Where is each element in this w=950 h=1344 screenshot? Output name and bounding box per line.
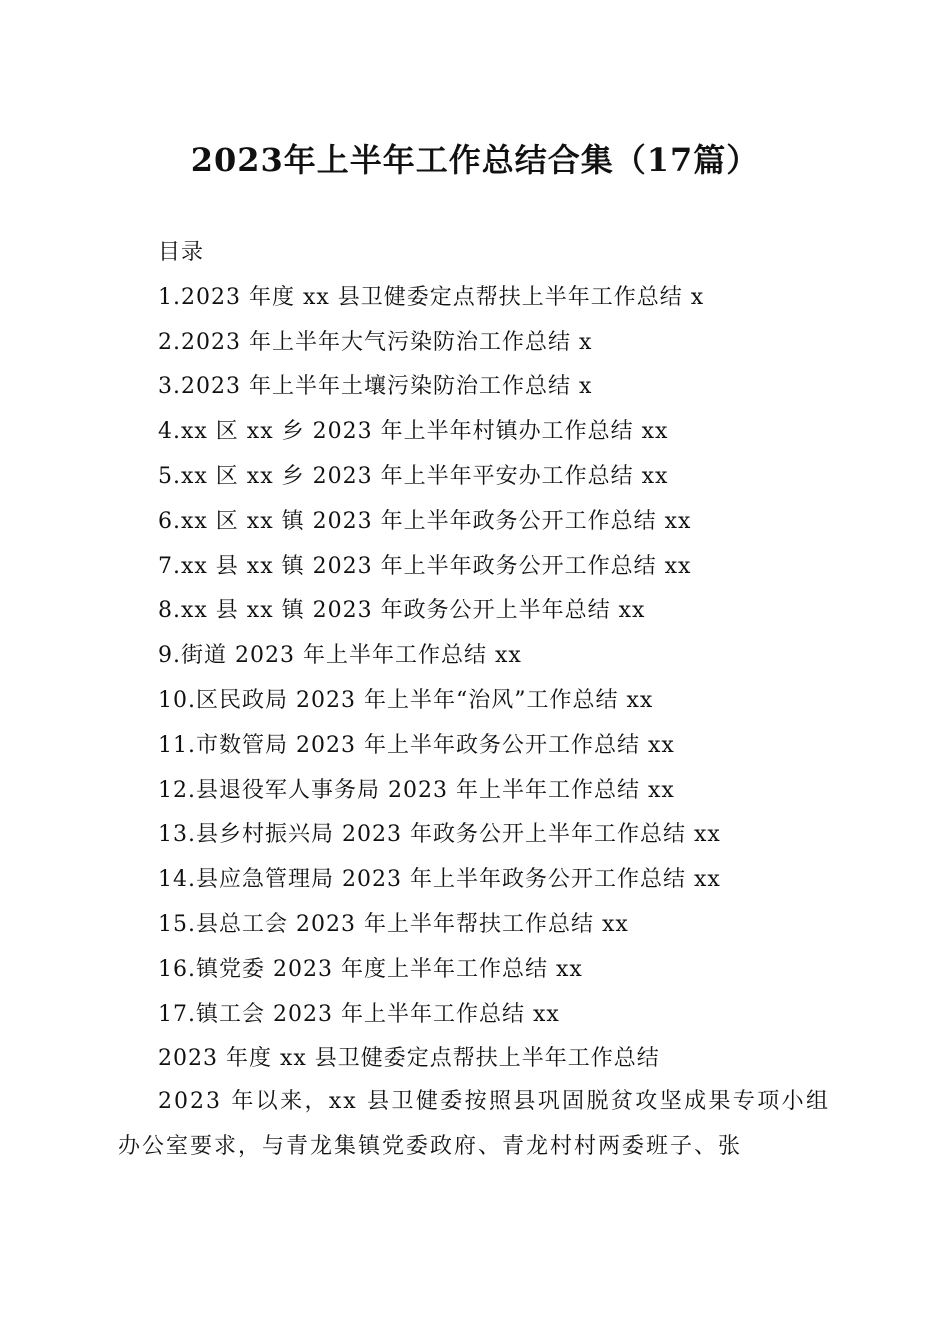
toc-heading: 目录 (158, 240, 205, 265)
toc-item: 12.县退役军人事务局 2023 年上半年工作总结 xx (158, 777, 675, 803)
toc-item: 13.县乡村振兴局 2023 年政务公开上半年工作总结 xx (158, 822, 721, 848)
toc-item: 10.区民政局 2023 年上半年“治风”工作总结 xx (158, 687, 654, 713)
table-of-contents (158, 231, 858, 1082)
toc-item: 16.镇党委 2023 年度上半年工作总结 xx (158, 956, 583, 982)
toc-item: 9.街道 2023 年上半年工作总结 xx (158, 643, 522, 669)
toc-item: 11.市数管局 2023 年上半年政务公开工作总结 xx (158, 732, 675, 758)
toc-item: 5.xx 区 xx 乡 2023 年上半年平安办工作总结 xx (158, 463, 669, 489)
toc-item: 8.xx 县 xx 镇 2023 年政务公开上半年总结 xx (158, 598, 646, 624)
section-heading: 2023 年度 xx 县卫健委定点帮扶上半年工作总结 (158, 1046, 660, 1072)
document-title: 2023年上半年工作总结合集（17篇） (190, 141, 760, 179)
toc-item: 6.xx 区 xx 镇 2023 年上半年政务公开工作总结 xx (158, 508, 692, 534)
toc-item: 1.2023 年度 xx 县卫健委定点帮扶上半年工作总结 x (158, 284, 705, 310)
toc-item: 7.xx 县 xx 镇 2023 年上半年政务公开工作总结 xx (158, 553, 692, 579)
toc-item: 2.2023 年上半年大气污染防治工作总结 x (158, 329, 593, 355)
toc-item: 4.xx 区 xx 乡 2023 年上半年村镇办工作总结 xx (158, 419, 669, 445)
body-paragraph: 2023 年以来，xx 县卫健委按照县巩固脱贫攻坚成果专项小组办公室要求，与青龙集镇党委政府、青龙村村两委班子、张 (118, 1089, 830, 1159)
toc-item: 3.2023 年上半年土壤污染防治工作总结 x (158, 374, 593, 400)
toc-item: 15.县总工会 2023 年上半年帮扶工作总结 xx (158, 911, 629, 937)
toc-item: 14.县应急管理局 2023 年上半年政务公开工作总结 xx (158, 867, 721, 893)
toc-item: 17.镇工会 2023 年上半年工作总结 xx (158, 1001, 560, 1027)
